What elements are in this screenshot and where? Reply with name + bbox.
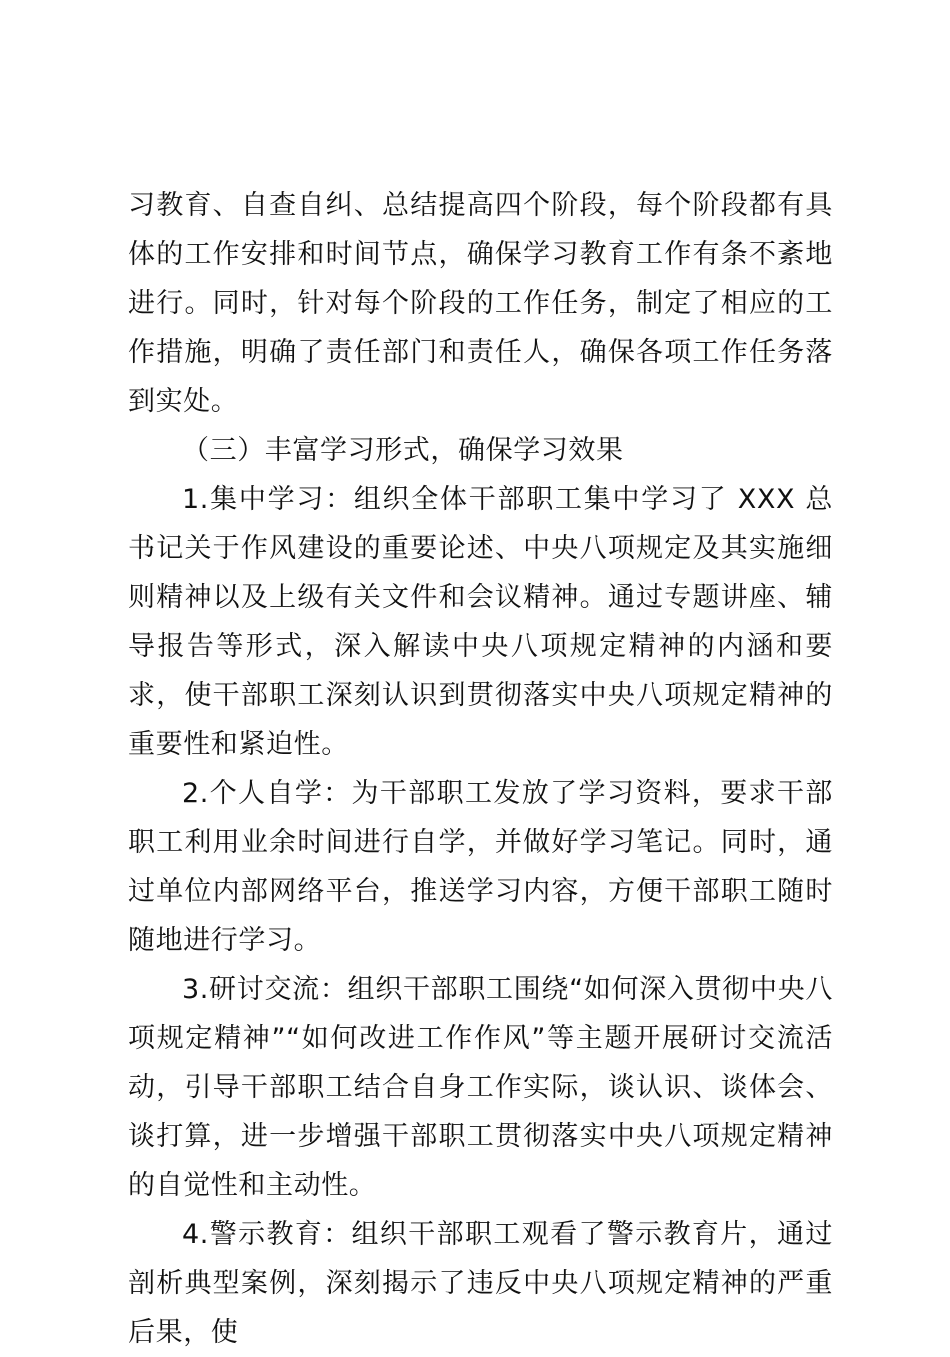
paragraph-item-4: 4.警示教育：组织干部职工观看了警示教育片，通过剖析典型案例，深刻揭示了违反中央八项规定精神的严重后果，使 [128, 1219, 833, 1348]
document-body [128, 181, 833, 1357]
paragraph-item-3: 3.研讨交流：组织干部职工围绕“如何深入贯彻中央八项规定精神”“如何改进工作作风”等主题开展研讨交流活动，引导干部职工结合自身工作实际，谈认识、谈体会、谈打算，进一步增强干部职工贯彻落实中央八项规定精神的自觉性和主动性。 [128, 974, 833, 1201]
section-heading: （三）丰富学习形式，确保学习效果 [182, 435, 624, 466]
paragraph-continuation: 习教育、自查自纠、总结提高四个阶段，每个阶段都有具体的工作安排和时间节点，确保学习教育工作有条不紊地进行。同时，针对每个阶段的工作任务，制定了相应的工作措施，明确了责任部门和责任人，确保各项工作任务落到实处。 [128, 190, 833, 417]
paragraph-item-2: 2.个人自学：为干部职工发放了学习资料，要求干部职工利用业余时间进行自学，并做好学习笔记。同时，通过单位内部网络平台，推送学习内容，方便干部职工随时随地进行学习。 [128, 778, 833, 956]
paragraph-item-1: 1.集中学习：组织全体干部职工集中学习了 XXX 总书记关于作风建设的重要论述、中央八项规定及其实施细则精神以及上级有关文件和会议精神。通过专题讲座、辅导报告等形式，深入解读中央八项规定精神的内涵和要求，使干部职工深刻认识到贯彻落实中央八项规定精神的重要性和紧迫性。 [128, 484, 833, 760]
